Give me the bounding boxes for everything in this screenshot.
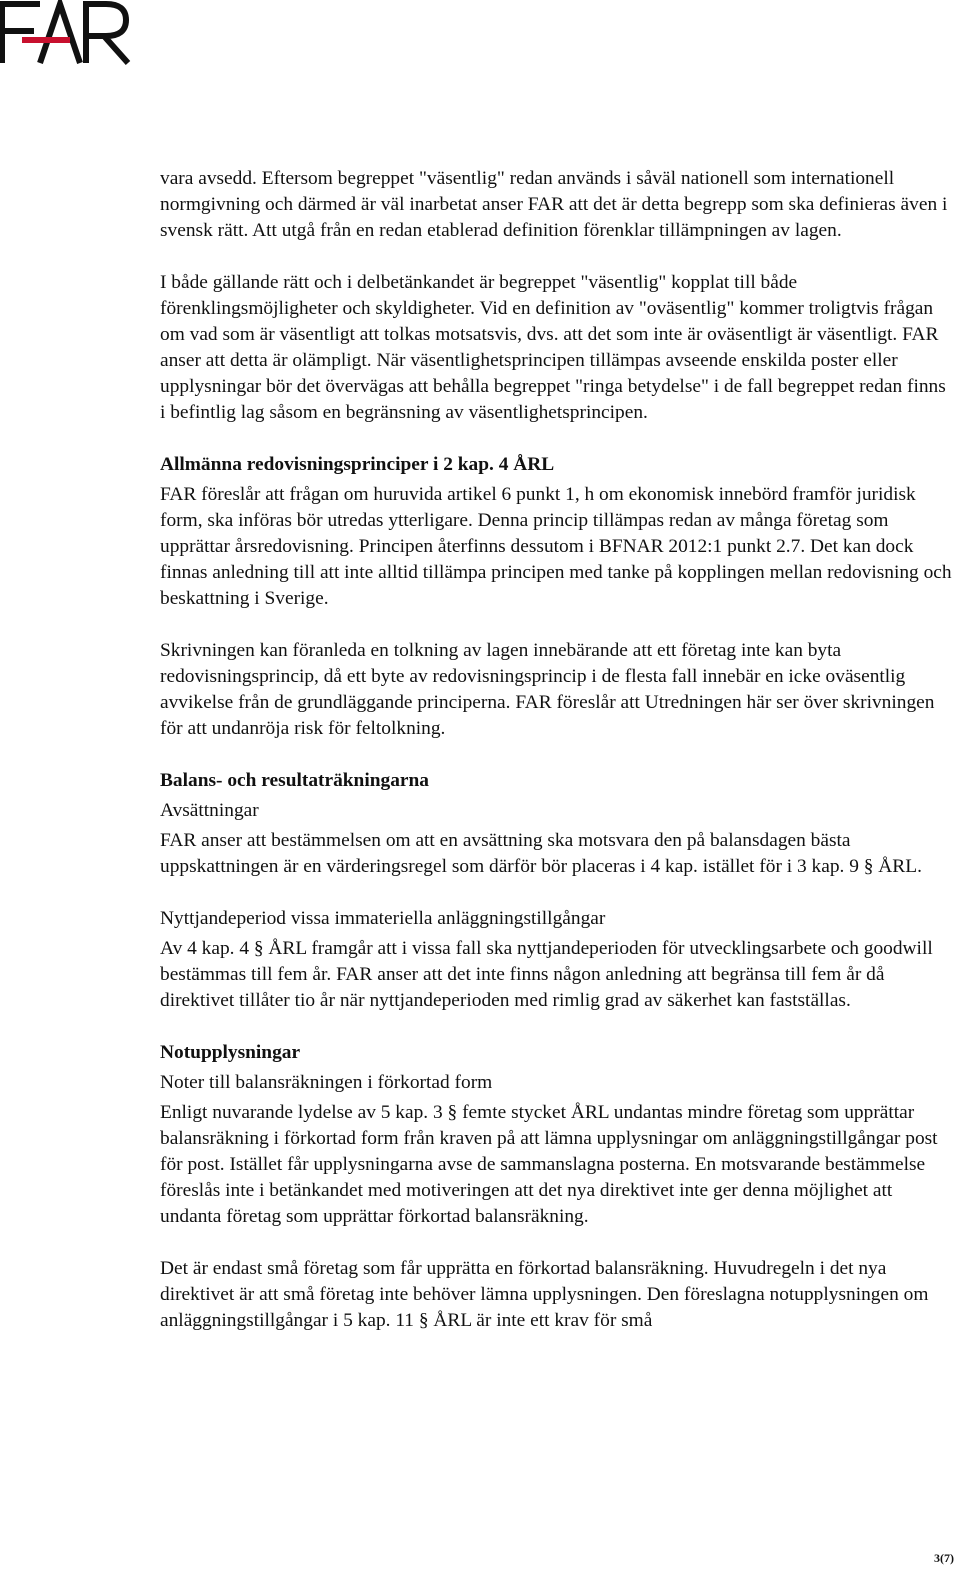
- paragraph-1: vara avsedd. Eftersom begreppet "väsentlig" redan används i såväl nationell som internationell normgivning och därmed är väl inarbetat anser FAR att det är detta begrepp som ska definieras även i svensk rätt. Att utgå från en redan etablerad definition förenklar tillämpningen av lagen.: [160, 168, 948, 241]
- heading-allmanna-redovisningsprinciper: Allmänna redovisningsprinciper i 2 kap. 4 ÅRL: [160, 454, 555, 475]
- paragraph-6: Av 4 kap. 4 § ÅRL framgår att i vissa fall ska nyttjandeperioden för utvecklingsarbete och goodwill bestämmas till fem år. FAR anser att det inte finns någon anledning att begränsa till fem år då direktivet tillåter tio år när nyttjandeperioden med rimlig grad av säkerhet kan fastställas.: [160, 938, 933, 1011]
- document-body: [160, 166, 955, 1360]
- heading-balans-och-resultatrakningarna: Balans- och resultaträkningarna: [160, 770, 429, 791]
- page-number: 3(7): [934, 1551, 954, 1565]
- subheading-avsattningar: Avsättningar: [160, 800, 259, 821]
- paragraph-7: Enligt nuvarande lydelse av 5 kap. 3 § femte stycket ÅRL undantas mindre företag som upprättar balansräkning i förkortad form från kraven på att lämna upplysningar om anläggningstillgångar post för post. Istället får upplysningarna avse de sammanslagna posterna. En motsvarande bestämmelse föreslås inte i betänkandet med motiveringen att det nya direktivet inte ger denna möjlighet att undanta företag som upprättar förkortad balansräkning.: [160, 1102, 938, 1227]
- subheading-nyttjandeperiod: Nyttjandeperiod vissa immateriella anläggningstillgångar: [160, 908, 606, 929]
- paragraph-3: FAR föreslår att frågan om huruvida artikel 6 punkt 1, h om ekonomisk innebörd framför juridisk form, ska införas bör utredas ytterligare. Denna princip tillämpas redan av många företag som upprättar årsredovisning. Principen återfinns dessutom i BFNAR 2012:1 punkt 2.7. Det kan dock finnas anledning till att inte alltid tillämpa principen med tanke på kopplingen mellan redovisning och beskattning i Sverige.: [160, 484, 952, 609]
- paragraph-4: Skrivningen kan föranleda en tolkning av lagen innebärande att ett företag inte kan byta redovisningsprincip, då ett byte av redovisningsprincip i de flesta fall innebär en icke oväsentlig avvikelse från de grundläggande principerna. FAR föreslår att Utredningen här ser över skrivningen för att undanröja risk för feltolkning.: [160, 640, 935, 739]
- paragraph-8: Det är endast små företag som får upprätta en förkortad balansräkning. Huvudregeln i det nya direktivet är att små företag inte behöver lämna upplysningen. Den föreslagna notupplysningen om anläggningstillgångar i 5 kap. 11 § ÅRL är inte ett krav för små: [160, 1258, 929, 1331]
- paragraph-2: I både gällande rätt och i delbetänkandet är begreppet "väsentlig" kopplat till både förenklingsmöjligheter och skyldigheter. Vid en definition av "oväsentlig" kommer troligtvis frågan om vad som är väsentligt att tolkas motsatsvis, dvs. att det som inte är oväsentligt är väsentligt. FAR anser att detta är olämpligt. När väsentlighetsprincipen tillämpas avseende enskilda poster eller upplysningar bör det övervägas att behålla begreppet "ringa betydelse" i de fall begreppet redan finns i befintlig lag såsom en begränsning av väsentlighetsprincipen.: [160, 272, 946, 423]
- paragraph-5: FAR anser att bestämmelsen om att en avsättning ska motsvara den på balansdagen bästa uppskattningen är en värderingsregel som därför bör placeras i 4 kap. istället för i 3 kap. 9 § ÅRL.: [160, 830, 922, 877]
- far-logo: [0, 0, 132, 66]
- subheading-noter-till-balansrakningen: Noter till balansräkningen i förkortad form: [160, 1072, 493, 1093]
- heading-notupplysningar: Notupplysningar: [160, 1042, 301, 1063]
